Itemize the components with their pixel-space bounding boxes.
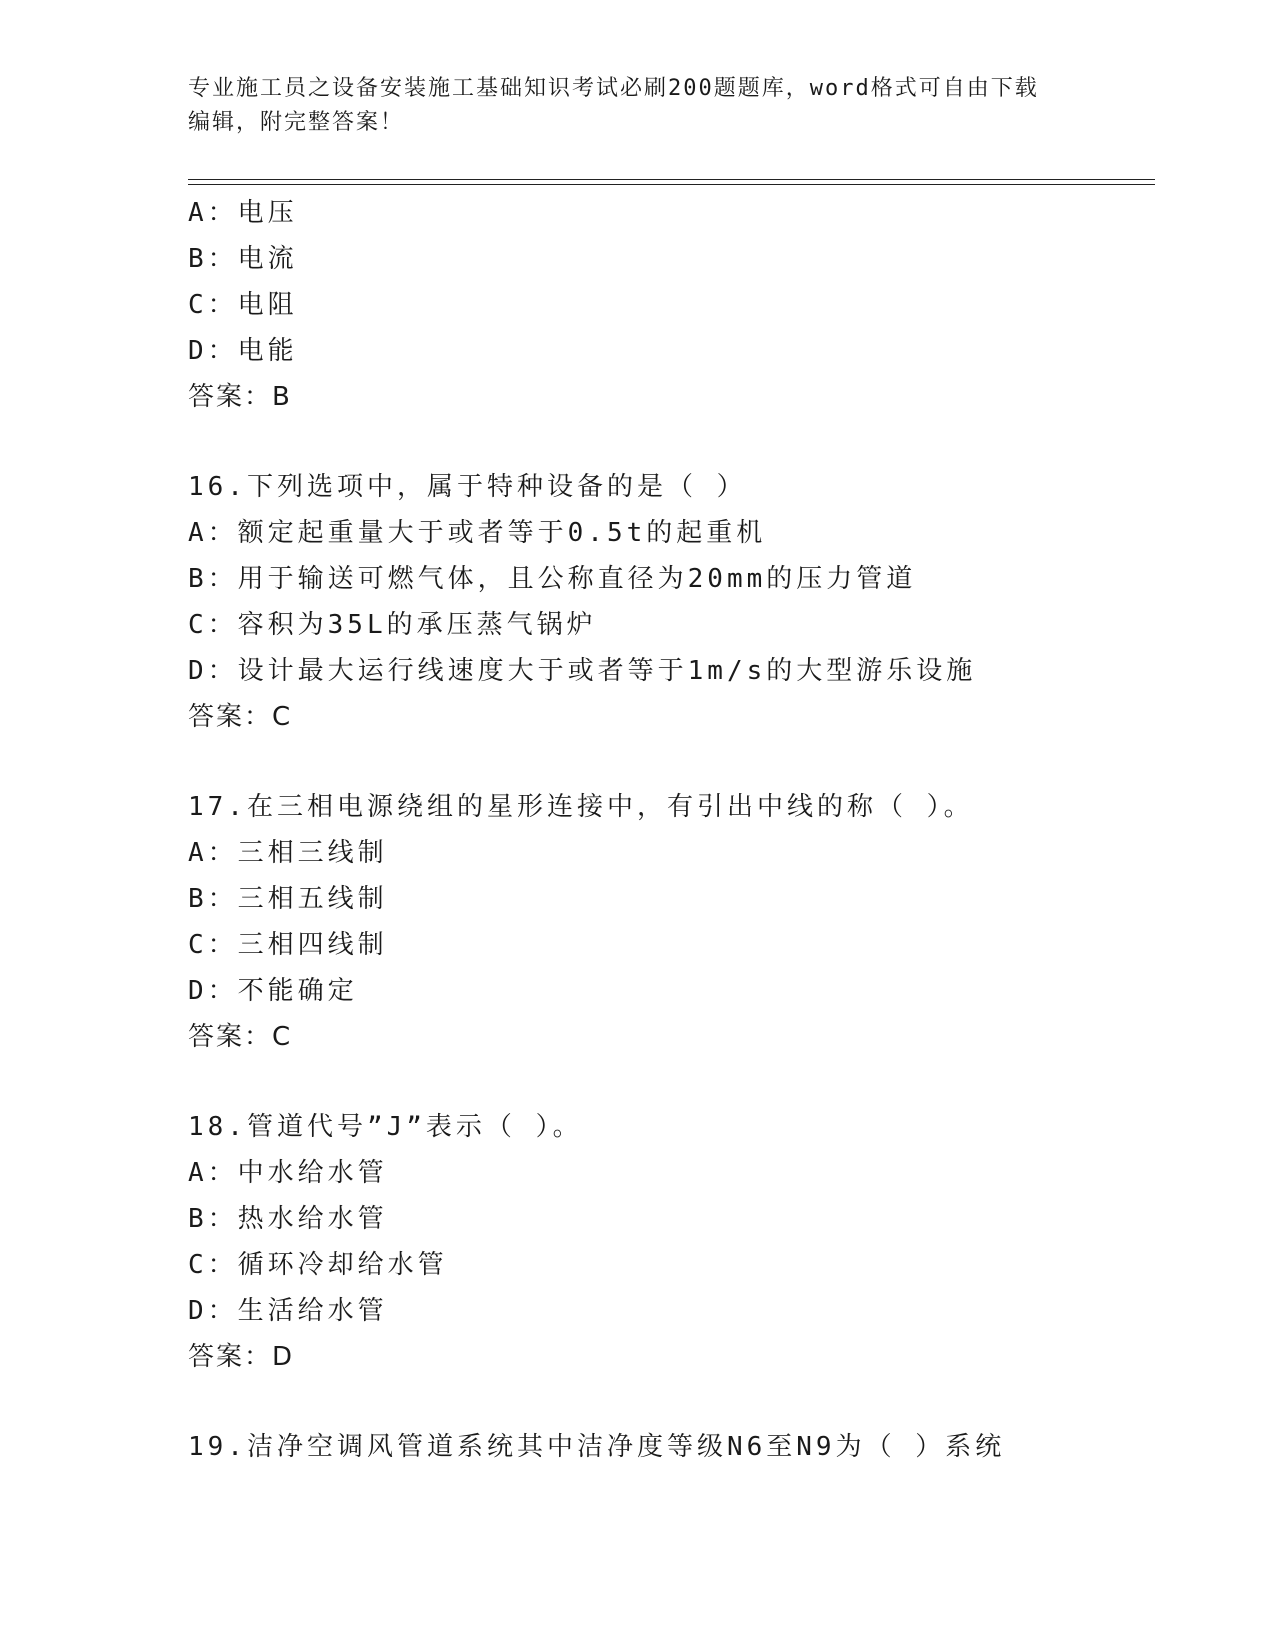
question-block-19 xyxy=(188,1424,1148,1470)
option-d: D：不能确定 xyxy=(188,976,358,1006)
option-d: D：电能 xyxy=(188,336,298,366)
option-c: C：电阻 xyxy=(188,290,298,320)
question-stem: 19.洁净空调风管道系统其中洁净度等级N6至N9为（ ）系统 xyxy=(188,1432,1006,1462)
header-line-2: 编辑，附完整答案！ xyxy=(188,110,405,135)
question-stem: 17.在三相电源绕组的星形连接中，有引出中线的称（ ）。 xyxy=(188,792,974,822)
option-a: A：额定起重量大于或者等于0.5t的起重机 xyxy=(188,518,767,548)
option-c: C：循环冷却给水管 xyxy=(188,1250,448,1280)
question-block-17 xyxy=(188,784,1148,1060)
option-d: D：生活给水管 xyxy=(188,1296,388,1326)
option-b: B：热水给水管 xyxy=(188,1204,388,1234)
question-list xyxy=(188,190,1148,1470)
question-block-18 xyxy=(188,1104,1148,1380)
header-line-1: 专业施工员之设备安装施工基础知识考试必刷200题题库，word格式可自由下载 xyxy=(188,76,1039,101)
document-header xyxy=(188,72,1088,140)
answer-line: 答案：C xyxy=(188,702,293,732)
option-a: A：三相三线制 xyxy=(188,838,388,868)
question-stem: 16.下列选项中，属于特种设备的是（ ） xyxy=(188,472,747,502)
question-block-15 xyxy=(188,190,1148,420)
question-block-16 xyxy=(188,464,1148,740)
option-c: C：三相四线制 xyxy=(188,930,388,960)
option-a: A：电压 xyxy=(188,198,298,228)
answer-line: 答案：D xyxy=(188,1342,295,1372)
answer-line: 答案：B xyxy=(188,382,292,412)
question-stem: 18.管道代号”J”表示（ ）。 xyxy=(188,1112,583,1142)
option-a: A：中水给水管 xyxy=(188,1158,388,1188)
header-divider-top xyxy=(188,179,1155,180)
option-b: B：三相五线制 xyxy=(188,884,388,914)
option-d: D：设计最大运行线速度大于或者等于1m/s的大型游乐设施 xyxy=(188,656,977,686)
header-divider-bottom xyxy=(188,184,1155,185)
option-b: B：电流 xyxy=(188,244,298,274)
answer-line: 答案：C xyxy=(188,1022,293,1052)
option-c: C：容积为35L的承压蒸气锅炉 xyxy=(188,610,597,640)
option-b: B：用于输送可燃气体，且公称直径为20mm的压力管道 xyxy=(188,564,917,594)
